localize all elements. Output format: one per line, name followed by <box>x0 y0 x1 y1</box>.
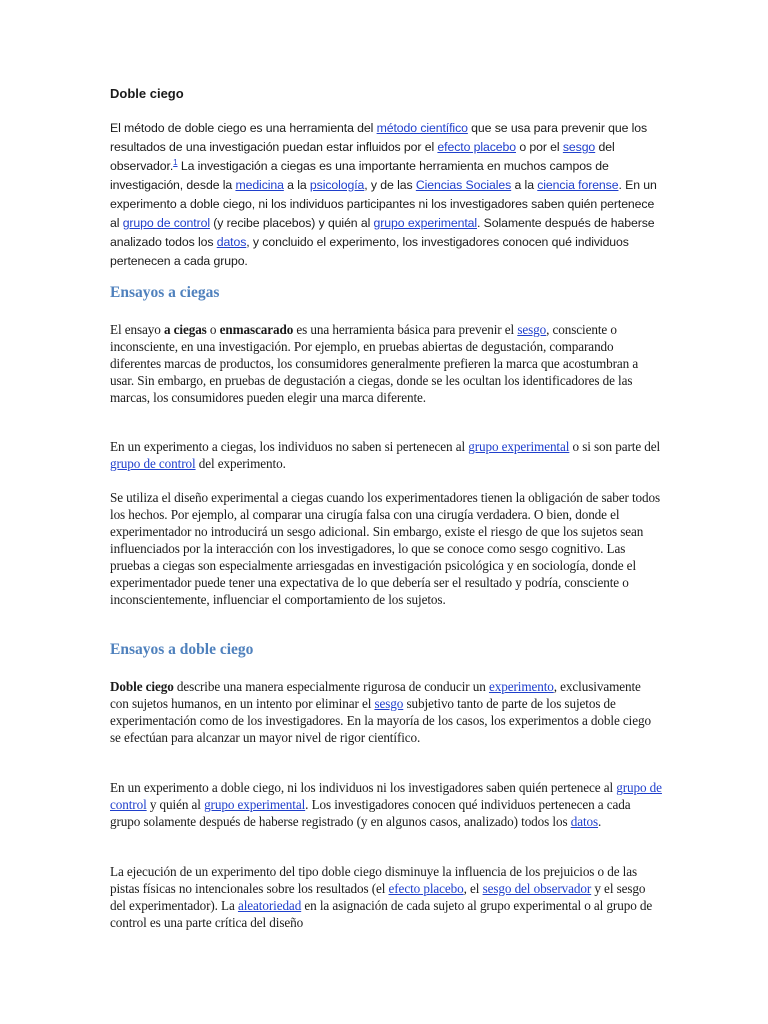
link-sesgo[interactable]: sesgo <box>517 322 547 337</box>
link-sesgo-del-observador[interactable]: sesgo del observador <box>482 881 592 896</box>
text: a la <box>283 178 310 192</box>
text: o si son parte del <box>569 439 661 454</box>
text: que se usa para prevenir que los resultados de una investigación puedan estar influidos por el <box>110 121 648 154</box>
text: . Solamente después de haberse analizado todos los <box>110 216 655 249</box>
link-datos[interactable]: datos <box>570 814 599 829</box>
bold-text: a ciegas <box>163 322 207 337</box>
text: . Los investigadores conocen qué individuos pertenecen a cada grupo solamente después de haberse registrado (y en algunos casos, analizado) todos los <box>110 797 631 829</box>
page-title: Doble ciego <box>110 86 184 101</box>
reference-link[interactable]: 1 <box>173 157 178 167</box>
link-efecto-placebo[interactable]: efecto placebo <box>437 140 516 154</box>
paragraph <box>110 438 662 472</box>
intro-paragraph <box>110 119 662 271</box>
text: y el sesgo del experimentador). La <box>110 881 646 913</box>
bold-text: Doble ciego <box>110 679 174 694</box>
link-grupo-experimental[interactable]: grupo experimental <box>468 439 570 454</box>
link-sesgo[interactable]: sesgo <box>374 696 404 711</box>
text: en la asignación de cada sujeto al grupo experimental o al grupo de control es una parte crítica del diseño <box>110 898 653 930</box>
paragraph: Se utiliza el diseño experimental a ciegas cuando los experimentadores tienen la obligación de saber todos los hechos. Por ejemplo, al comparar una cirugía falsa con una cirugía verdadera. O bien, donde el experimentador no introducirá un sesgo adicional. Sin embargo, existe el riesgo de que los sujetos sean influenciados por la interacción con los investigadores, lo que se conoce como sesgo cognitivo. Las pruebas a ciegas son especialmente arriesgadas en investigación psicológica y en sociología, donde el experimentador puede tener una expectativa de lo que debería ser el resultado y podría, consciente o inconscientemente, influenciar el comportamiento de los sujetos. <box>110 490 661 607</box>
text: En un experimento a ciegas, los individuos no saben si pertenecen al <box>110 439 469 454</box>
text: subjetivo tanto de parte de los sujetos de experimentación como de los investigadores. En la mayoría de los casos, los experimentos a doble ciego se efectúan para alcanzar un mayor nivel de rigor científico. <box>110 696 651 745</box>
text: es una herramienta básica para prevenir el <box>293 322 518 337</box>
link-efecto-placebo[interactable]: efecto placebo <box>388 881 464 896</box>
section-heading-ensayos-a-ciegas: Ensayos a ciegas <box>110 284 220 301</box>
link-grupo-experimental[interactable]: grupo experimental <box>373 216 478 230</box>
paragraph <box>110 678 662 746</box>
link-grupo-experimental[interactable]: grupo experimental <box>204 797 306 812</box>
text: , consciente o inconsciente, en una investigación. Por ejemplo, en pruebas abiertas de degustación, comparando diferentes marcas de productos, los consumidores generalmente prefieren la marca que acostumbran a usar. Sin embargo, en pruebas de degustación a ciegas, donde se les ocultan los identificadores de las marcas, los consumidores pueden elegir una marca diferente. <box>110 322 639 405</box>
link-grupo-de-control[interactable]: grupo de control <box>110 780 662 812</box>
text: , y concluido el experimento, los investigadores conocen qué individuos pertenecen a cada grupo. <box>110 235 629 268</box>
text: y quién al <box>146 797 205 812</box>
link-experimento[interactable]: experimento <box>488 679 554 694</box>
text: . <box>598 814 602 829</box>
paragraph <box>110 863 662 931</box>
text: La investigación a ciegas es una importante herramienta en muchos campos de investigación, desde la <box>110 159 609 192</box>
text: , el <box>463 881 483 896</box>
text: , exclusivamente con sujetos humanos, en un intento por eliminar el <box>110 679 641 711</box>
link-grupo-de-control[interactable]: grupo de control <box>110 456 196 471</box>
link-metodo-cientifico[interactable]: método científico <box>376 121 468 135</box>
text: del observador. <box>110 140 615 173</box>
text: El método de doble ciego es una herramienta del <box>110 121 377 135</box>
text: describe una manera especialmente rigurosa de conducir un <box>173 679 489 694</box>
link-psicologia[interactable]: psicología <box>309 178 365 192</box>
link-ciencias-sociales[interactable]: Ciencias Sociales <box>415 178 512 192</box>
text: o <box>206 322 220 337</box>
text: o por el <box>516 140 563 154</box>
section-heading-ensayos-a-doble-ciego: Ensayos a doble ciego <box>110 641 254 658</box>
text: (y recibe placebos) y quién al <box>209 216 374 230</box>
link-ciencia-forense[interactable]: ciencia forense <box>537 178 619 192</box>
text: En un experimento a doble ciego, ni los individuos ni los investigadores saben quién pertenece al <box>110 780 617 795</box>
link-grupo-de-control[interactable]: grupo de control <box>122 216 210 230</box>
paragraph <box>110 321 662 406</box>
paragraph <box>110 779 662 830</box>
bold-text: enmascarado <box>219 322 294 337</box>
text: . En un experimento a doble ciego, ni los individuos participantes ni los investigadores saben quién pertenece al <box>110 178 657 230</box>
link-sesgo[interactable]: sesgo <box>562 140 596 154</box>
link-datos[interactable]: datos <box>216 235 247 249</box>
text: , y de las <box>364 178 416 192</box>
link-medicina[interactable]: medicina <box>235 178 284 192</box>
text: El ensayo <box>110 322 164 337</box>
link-aleatoriedad[interactable]: aleatoriedad <box>237 898 302 913</box>
text: del experimento. <box>195 456 286 471</box>
text: La ejecución de un experimento del tipo doble ciego disminuye la influencia de los prejuicios o de las pistas físicas no intencionales sobre los resultados (el <box>110 864 638 896</box>
text: a la <box>511 178 538 192</box>
